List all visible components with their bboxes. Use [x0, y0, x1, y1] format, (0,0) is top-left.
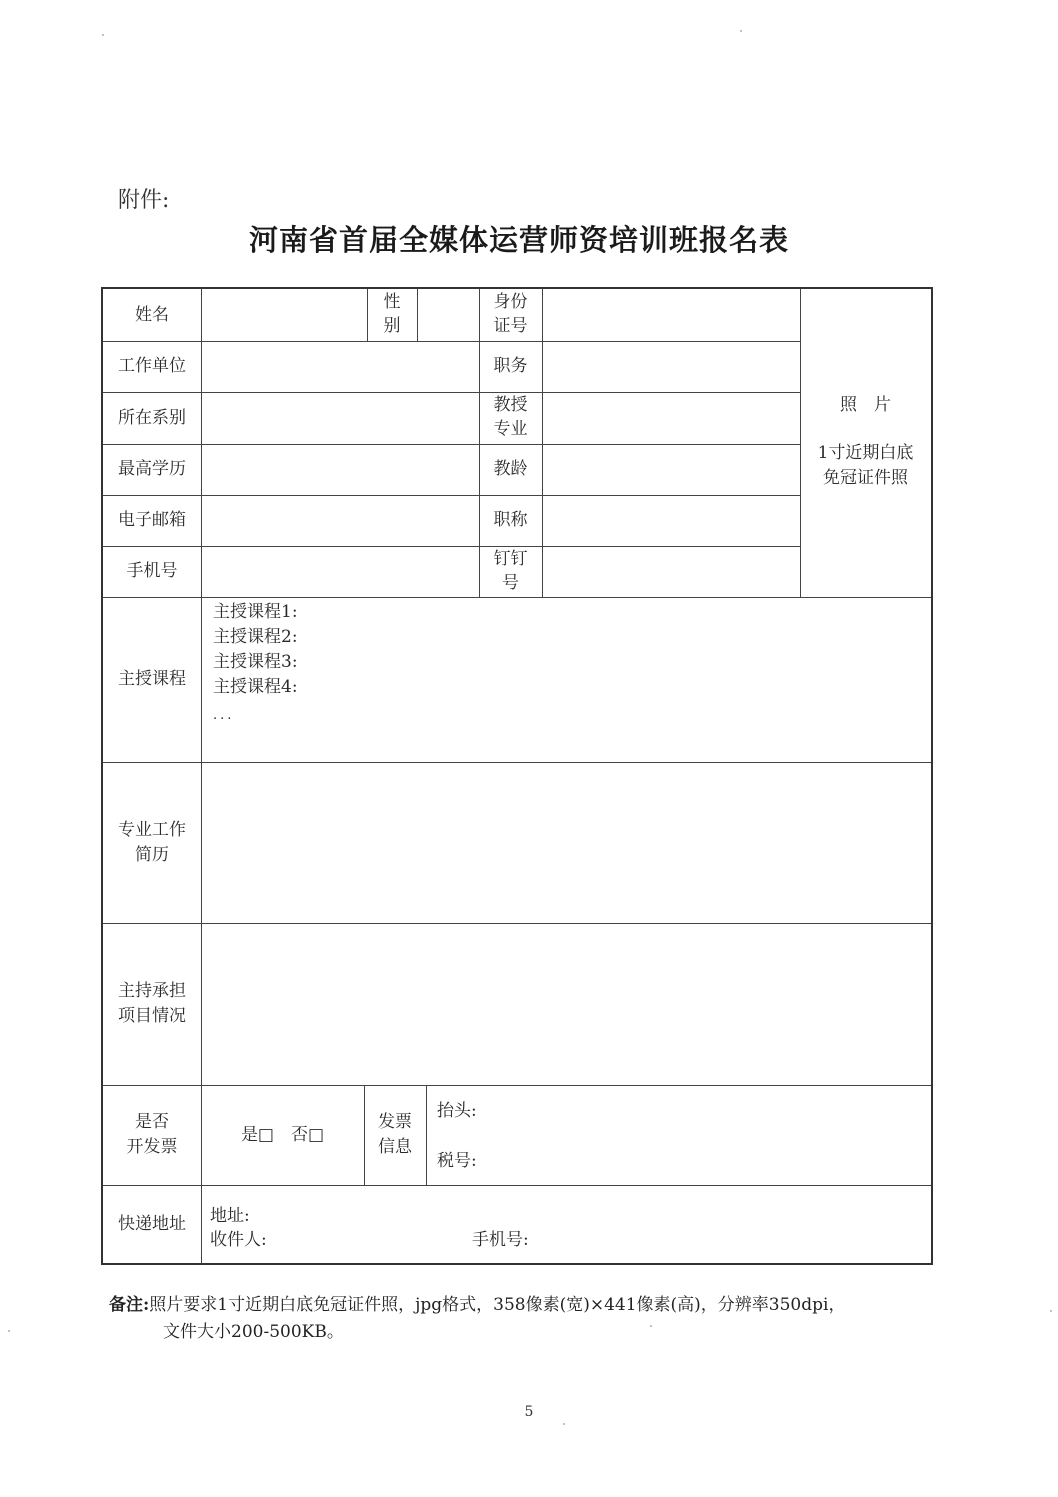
delivery-recipient-label: 收件人: — [210, 1230, 267, 1250]
education-input[interactable] — [201, 444, 479, 495]
label-gender: 性 别 — [383, 292, 401, 336]
scan-speck — [563, 1423, 565, 1425]
scan-speck — [102, 34, 104, 36]
footnote-line-1: 照片要求1寸近期白底免冠证件照，jpg格式，358像素(宽)×441像素(高)，分辨率350dpi， — [149, 1295, 846, 1315]
invoice-tax-label: 税号: — [437, 1151, 477, 1171]
resume-input[interactable] — [201, 762, 931, 923]
label-email: 电子邮箱 — [118, 510, 186, 531]
label-invoice: 是否 开发票 — [126, 1112, 178, 1157]
department-input[interactable] — [201, 392, 479, 444]
id-number-input[interactable] — [542, 289, 800, 341]
projects-input[interactable] — [201, 923, 931, 1085]
footnote-line-2: 文件大小200-500KB。 — [163, 1322, 344, 1342]
label-id-number: 身份 证号 — [493, 292, 528, 336]
scan-speck — [1050, 1310, 1052, 1312]
email-input[interactable] — [201, 495, 479, 546]
label-work-unit: 工作单位 — [118, 356, 186, 377]
name-input[interactable] — [201, 289, 367, 341]
scan-speck — [740, 30, 742, 32]
column-divider — [426, 1085, 427, 1185]
label-teaching-years: 教龄 — [493, 459, 528, 480]
course-item-3: 主授课程3: — [213, 652, 298, 672]
label-department: 所在系别 — [118, 407, 186, 428]
form-title: 河南省首届全媒体运营师资培训班报名表 — [248, 223, 789, 257]
delivery-address-label: 地址: — [210, 1206, 250, 1226]
course-item-1: 主授课程1: — [213, 602, 298, 622]
attachment-label: 附件: — [118, 188, 170, 213]
scan-speck — [8, 1330, 10, 1332]
mobile-input[interactable] — [201, 546, 479, 597]
label-resume: 专业工作 简历 — [118, 819, 186, 865]
photo-label: 照 片 — [840, 395, 891, 415]
label-invoice-info: 发票 信息 — [378, 1112, 412, 1157]
dingtalk-input[interactable] — [542, 546, 800, 597]
label-projects: 主持承担 项目情况 — [118, 981, 186, 1026]
row-divider — [103, 1185, 931, 1186]
delivery-phone-label: 手机号: — [472, 1230, 529, 1250]
professional-title-input[interactable] — [542, 495, 800, 546]
invoice-header-label: 抬头: — [437, 1101, 477, 1121]
label-mobile: 手机号 — [126, 561, 178, 582]
label-position: 职务 — [493, 356, 528, 377]
label-education: 最高学历 — [118, 459, 186, 480]
footnote — [109, 1292, 845, 1346]
course-item-2: 主授课程2: — [213, 627, 298, 647]
photo-requirement: 1寸近期白底 免冠证件照 — [817, 443, 914, 488]
label-dingtalk: 钉钉 号 — [493, 548, 528, 593]
invoice-options[interactable]: 是□ 否□ — [240, 1124, 325, 1145]
work-unit-input[interactable] — [201, 341, 479, 392]
course-item-more: ... — [213, 708, 235, 723]
teaching-major-input[interactable] — [542, 392, 800, 444]
teaching-years-input[interactable] — [542, 444, 800, 495]
row-divider — [103, 597, 931, 598]
scan-speck — [650, 1325, 652, 1327]
page-number: 5 — [524, 1404, 534, 1420]
gender-input[interactable] — [417, 289, 479, 341]
label-name: 姓名 — [135, 304, 169, 325]
label-teaching-major: 教授 专业 — [493, 395, 528, 439]
label-courses: 主授课程 — [118, 669, 186, 690]
label-professional-title: 职称 — [493, 510, 528, 531]
registration-form — [101, 287, 933, 1265]
position-input[interactable] — [542, 341, 800, 392]
footnote-prefix: 备注: — [109, 1295, 150, 1315]
label-delivery: 快递地址 — [118, 1213, 186, 1234]
course-item-4: 主授课程4: — [213, 677, 298, 697]
